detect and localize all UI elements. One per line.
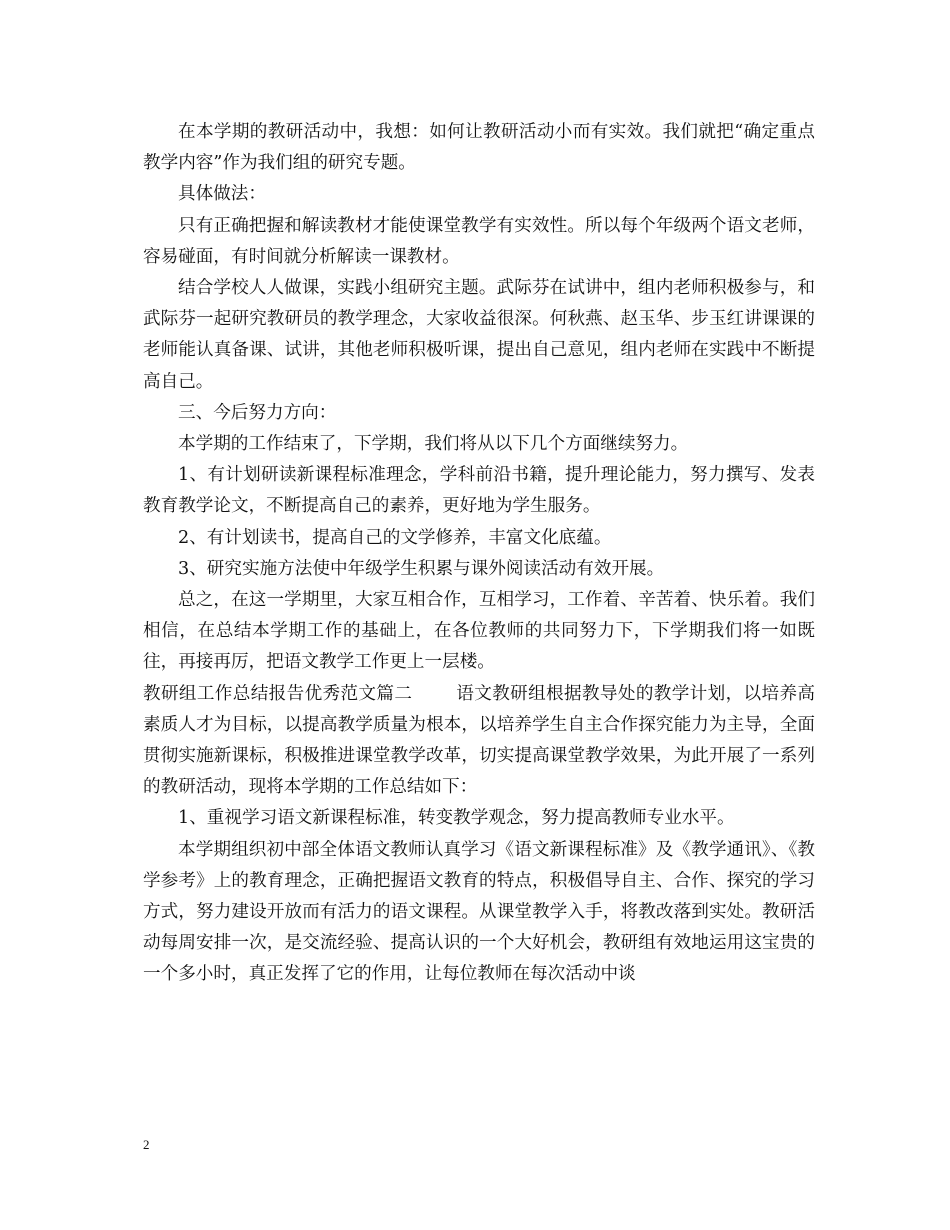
section-heading: 教研组工作总结报告优秀范文篇二 bbox=[143, 683, 413, 704]
paragraph: 在本学期的教研活动中，我想：如何让教研活动小而有实效。我们就把“确定重点教学内容”作为我们组的研究专题。 bbox=[143, 122, 815, 174]
paragraph: 结合学校人人做课，实践小组研究主题。武际芬在试讲中，组内老师积极参与，和武际芬一起研究教研员的教学理念，大家收益很深。何秋燕、赵玉华、步玉红讲课课的老师能认真备课、试讲，其他老师积极听课，提出自己意见，组内老师在实践中不断提高自己。 bbox=[143, 278, 815, 392]
list-item: 3、研究实施方法使中年级学生积累与课外阅读活动有效开展。 bbox=[178, 558, 665, 579]
paragraph: 具体做法： bbox=[178, 184, 266, 205]
document-body bbox=[143, 117, 815, 991]
section-intro: 语文教研组根据教导处的教学计划，以培养高素质人才为目标，以提高教学质量为根本，以培养学生自主合作探究能力为主导，全面贯彻实施新课标，积极推进课堂教学改革，切实提高课堂教学效果，为此开展了一系列的教研活动，现将本学期的工作总结如下： bbox=[143, 683, 815, 798]
page-number: 2 bbox=[143, 1137, 150, 1152]
paragraph: 本学期的工作结束了，下学期，我们将从以下几个方面继续努力。 bbox=[178, 434, 689, 455]
list-item: 1、有计划研读新课程标准理念，学科前沿书籍，提升理论能力，努力撰写、发表教育教学论文，不断提高自己的素养，更好地为学生服务。 bbox=[143, 465, 815, 517]
paragraph: 本学期组织初中部全体语文教师认真学习《语文新课程标准》及《教学通讯》、《教学参考》上的教育理念，正确把握语文教育的特点，积极倡导自主、合作、探究的学习方式，努力建设开放而有活力的语文课程。从课堂教学入手，将教改落到实处。教研活动每周安排一次，是交流经验、提高认识的一个大好机会，教研组有效地运用这宝贵的一个多小时，真正发挥了它的作用，让每位教师在每次活动中谈 bbox=[143, 839, 815, 985]
paragraph: 总之，在这一学期里，大家互相合作，互相学习，工作着、辛苦着、快乐着。我们相信，在总结本学期工作的基础上，在各位教师的共同努力下，下学期我们将一如既往，再接再厉，把语文教学工作更上一层楼。 bbox=[143, 590, 815, 673]
list-item: 1、重视学习语文新课程标准，转变教学观念，努力提高教师专业水平。 bbox=[178, 808, 735, 829]
section-block bbox=[143, 679, 815, 804]
paragraph: 只有正确把握和解读教材才能使课堂教学有实效性。所以每个年级两个语文老师，容易碰面，有时间就分析解读一课教材。 bbox=[143, 215, 815, 267]
list-item: 2、有计划读书，提高自己的文学修养，丰富文化底蕴。 bbox=[178, 527, 612, 548]
section-heading-future: 三、今后努力方向： bbox=[178, 402, 337, 423]
